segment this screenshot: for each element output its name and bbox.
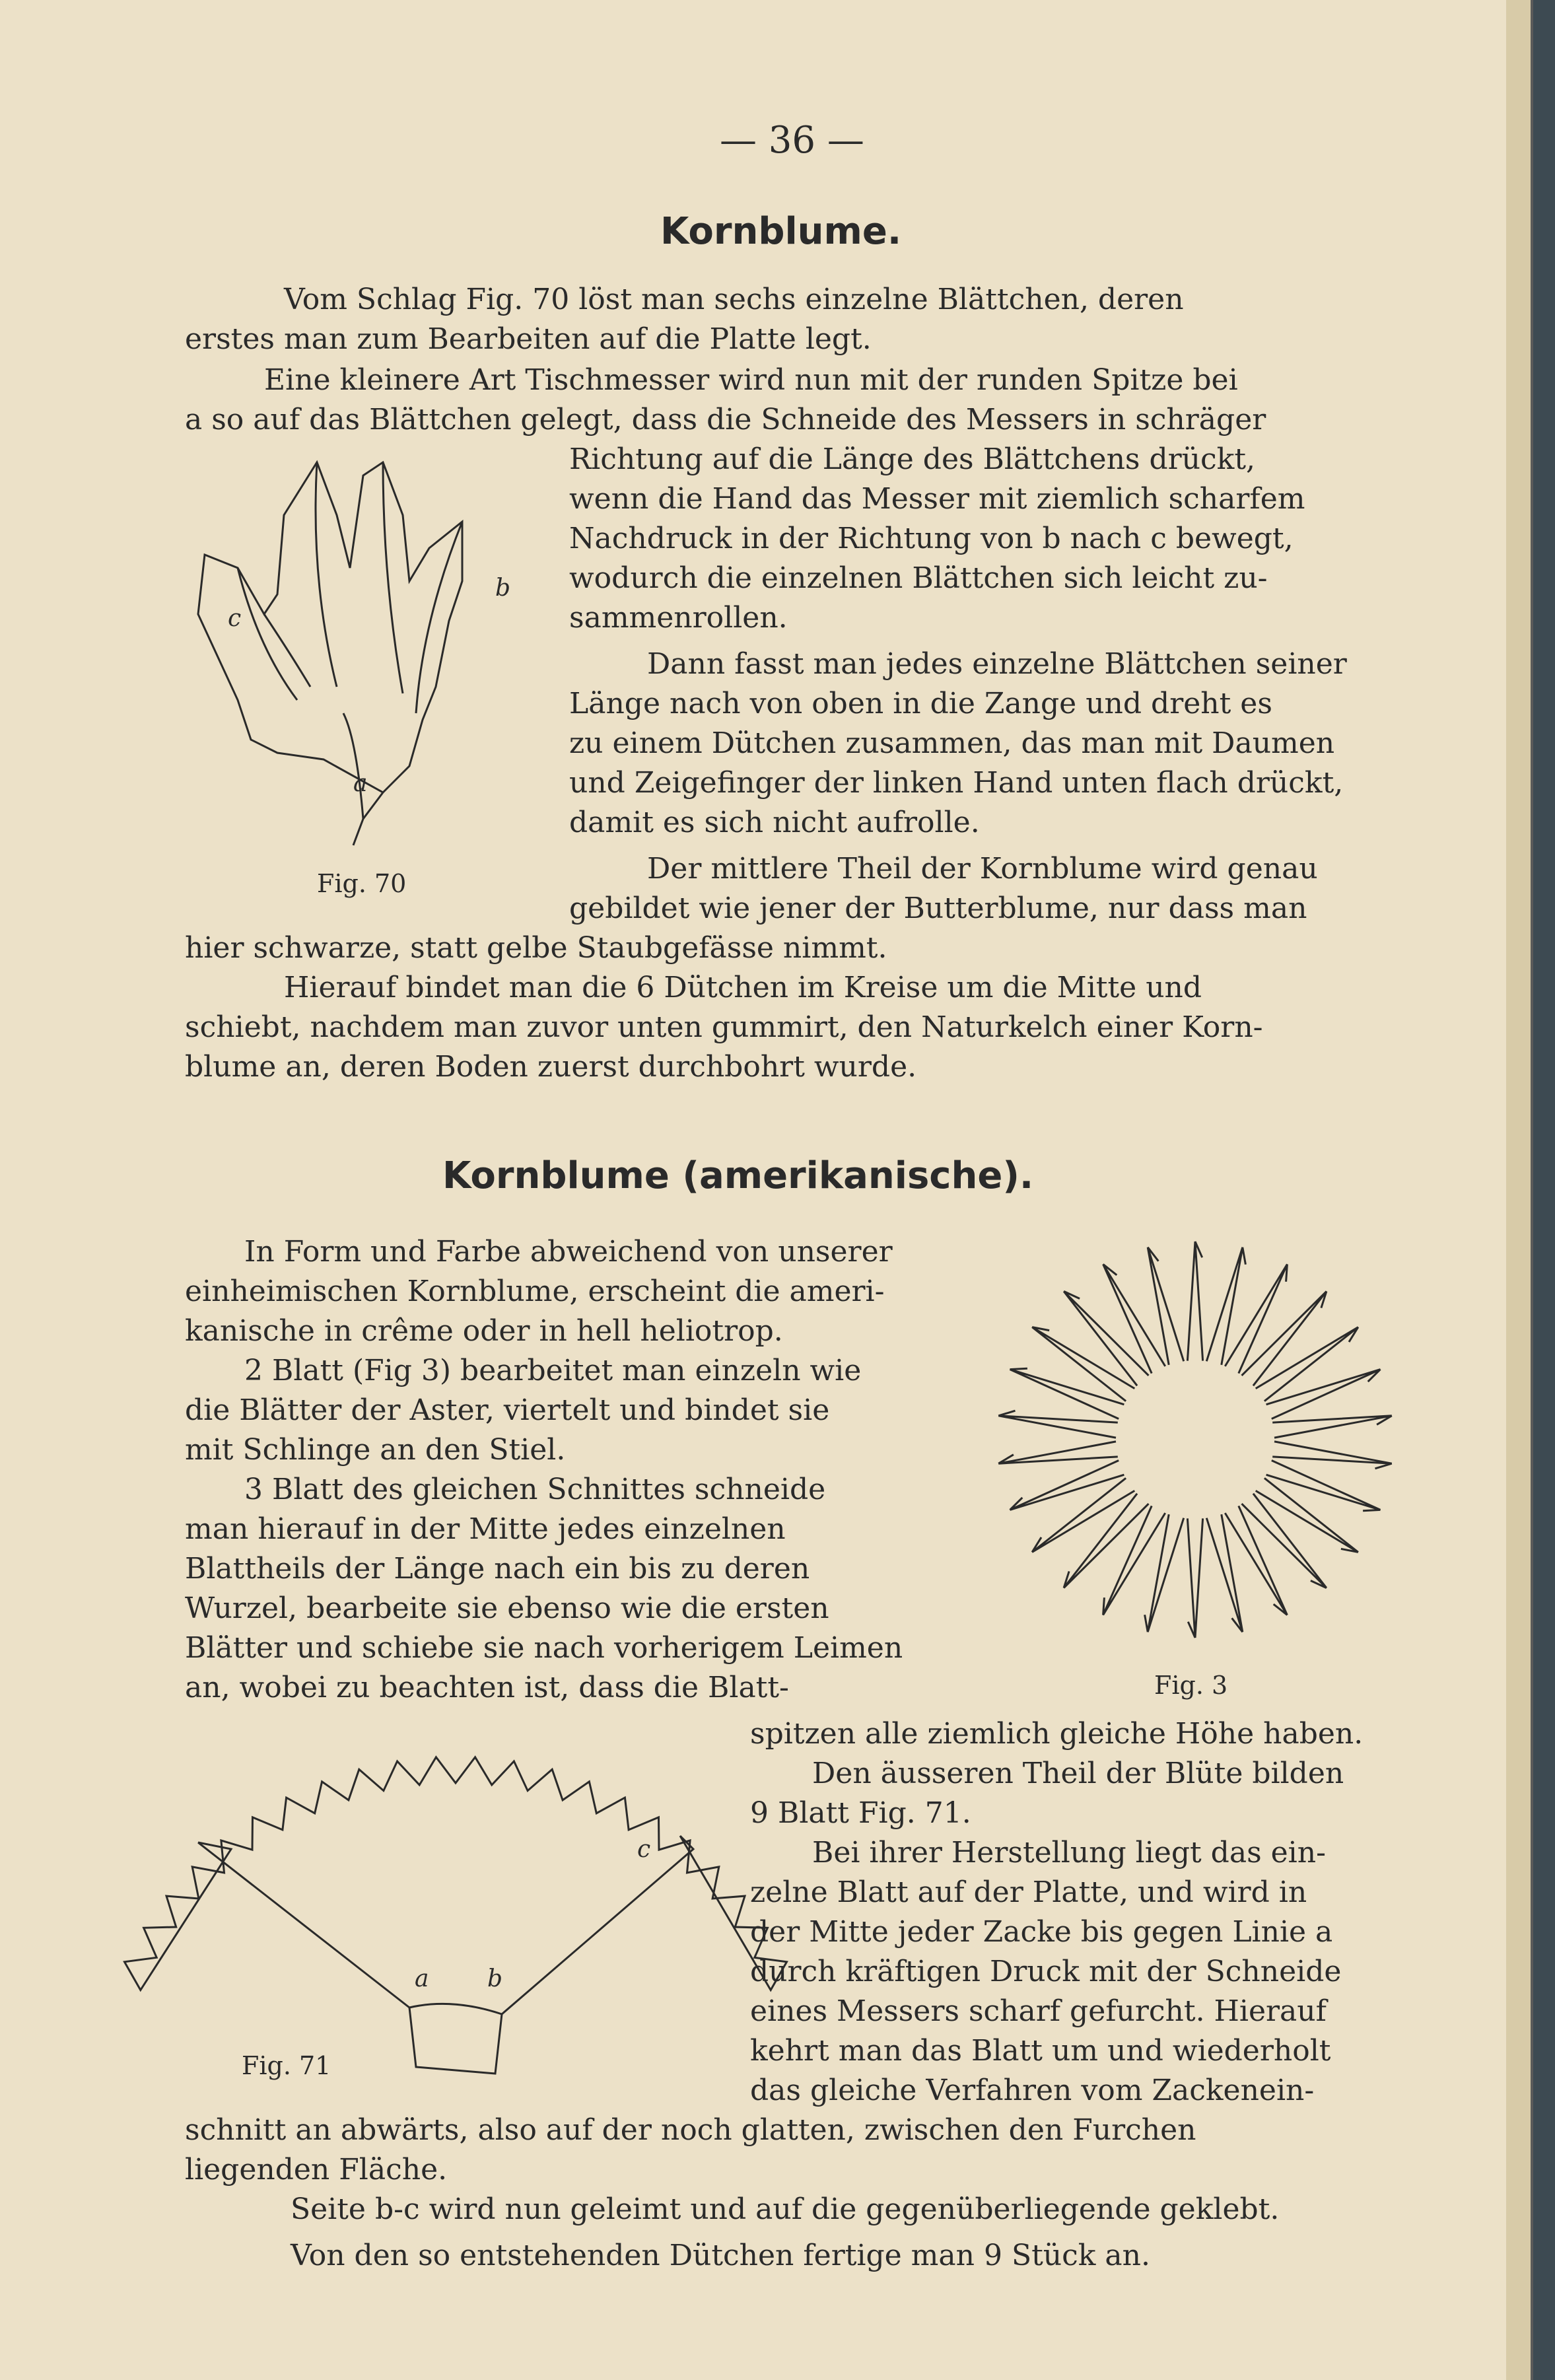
text-line: erstes man zum Bearbeiten auf die Platte legt. [185,322,872,356]
text-line: blume an, deren Boden zuerst durchbohrt wurde. [185,1050,917,1084]
text-line: Hierauf bindet man die 6 Dütchen im Kreise um die Mitte und [284,971,1202,1004]
text-line: kanische in crême oder in hell heliotrop. [185,1314,783,1348]
text-line: Länge nach von oben in die Zange und dreht es [569,687,1272,720]
text-line: Blattheils der Länge nach ein bis zu deren [185,1552,810,1586]
text-line: liegenden Fläche. [185,2153,448,2187]
text-line: an, wobei zu beachten ist, dass die Blatt- [185,1671,789,1704]
section-title-kornblume: Kornblume. [660,210,902,253]
fig-71-label-b: b [487,1965,503,1992]
text-line: kehrt man das Blatt um und wiederholt [750,2034,1331,2068]
text-line: die Blätter der Aster, viertelt und bindet sie [185,1393,830,1427]
text-line: hier schwarze, statt gelbe Staubgefässe nimmt. [185,931,887,965]
text-line: einheimischen Kornblume, erscheint die ameri- [185,1275,885,1308]
text-line: zelne Blatt auf der Platte, und wird in [750,1875,1307,1909]
text-line: eines Messers scharf gefurcht. Hierauf [750,1994,1327,2028]
text-line: sammenrollen. [569,601,788,635]
text-line: wenn die Hand das Messer mit ziemlich scharfem [569,482,1305,516]
text-line: der Mitte jeder Zacke bis gegen Linie a [750,1915,1333,1949]
text-line: man hierauf in der Mitte jedes einzelnen [185,1512,786,1546]
text-line: 9 Blatt Fig. 71. [750,1796,971,1830]
text-line: Vom Schlag Fig. 70 löst man sechs einzelne Blättchen, deren [284,283,1184,316]
text-line: Eine kleinere Art Tischmesser wird nun mit der runden Spitze bei [264,363,1238,397]
page-edge [1506,0,1531,2380]
text-line: schiebt, nachdem man zuvor unten gummirt, den Naturkelch einer Korn- [185,1010,1263,1044]
text-line: In Form und Farbe abweichend von unserer [244,1235,893,1269]
text-line: schnitt an abwärts, also auf der noch glatten, zwischen den Furchen [185,2113,1196,2147]
text-line: 2 Blatt (Fig 3) bearbeitet man einzeln wie [244,1354,862,1387]
fig-70-label-b: b [495,575,511,602]
fig-70-label-a: a [353,770,368,797]
text-line: a so auf das Blättchen gelegt, dass die Schneide des Messers in schräger [185,403,1266,437]
text-line: Dann fasst man jedes einzelne Blättchen seiner [647,647,1347,681]
fig-71-caption: Fig. 71 [242,2051,331,2080]
text-line: zu einem Dütchen zusammen, das man mit Daumen [569,726,1335,760]
text-line: damit es sich nicht aufrolle. [569,806,980,839]
text-line: 3 Blatt des gleichen Schnittes schneide [244,1473,826,1506]
page-number: — 36 — [720,119,864,162]
text-line: durch kräftigen Druck mit der Schneide [750,1955,1342,1988]
fig-3-petal-outline [998,1242,1392,1638]
page-gutter-line [1531,0,1533,2380]
fig-3-radial-flower [971,1235,1420,1658]
fig-3-caption: Fig. 3 [1154,1671,1228,1700]
text-line: Blätter und schiebe sie nach vorherigem Leimen [185,1631,903,1665]
fig-71-label-a: a [415,1965,429,1992]
text-line: spitzen alle ziemlich gleiche Höhe haben. [750,1717,1364,1751]
text-line: Wurzel, bearbeite sie ebenso wie die ersten [185,1592,829,1625]
text-line: wodurch die einzelnen Blättchen sich leicht zu- [569,561,1268,595]
text-line: Von den so entstehenden Dütchen fertige man 9 Stück an. [291,2239,1150,2272]
fig-70-petal-diagram [185,449,541,872]
fig-71-fan-diagram [191,1717,707,2087]
fig-70-label-c: c [228,605,242,632]
text-line: Bei ihrer Herstellung liegt das ein- [812,1836,1326,1870]
text-line: mit Schlinge an den Stiel. [185,1433,566,1467]
text-line: Den äusseren Theil der Blüte bilden [812,1757,1344,1790]
text-line: und Zeigefinger der linken Hand unten flach drückt, [569,766,1344,800]
fig-71-label-c: c [637,1836,651,1863]
text-line: Richtung auf die Länge des Blättchens drückt, [569,442,1255,476]
text-line: gebildet wie jener der Butterblume, nur dass man [569,892,1307,925]
text-line: das gleiche Verfahren vom Zackenein- [750,2074,1315,2107]
text-line: Der mittlere Theil der Kornblume wird genau [647,852,1318,886]
text-line: Nachdruck in der Richtung von b nach c bewegt, [569,522,1294,555]
fig-70-caption: Fig. 70 [317,869,407,898]
section-title-kornblume-amerikanische: Kornblume (amerikanische). [442,1154,1034,1197]
text-line: Seite b-c wird nun geleimt und auf die gegenüberliegende geklebt. [291,2192,1280,2226]
